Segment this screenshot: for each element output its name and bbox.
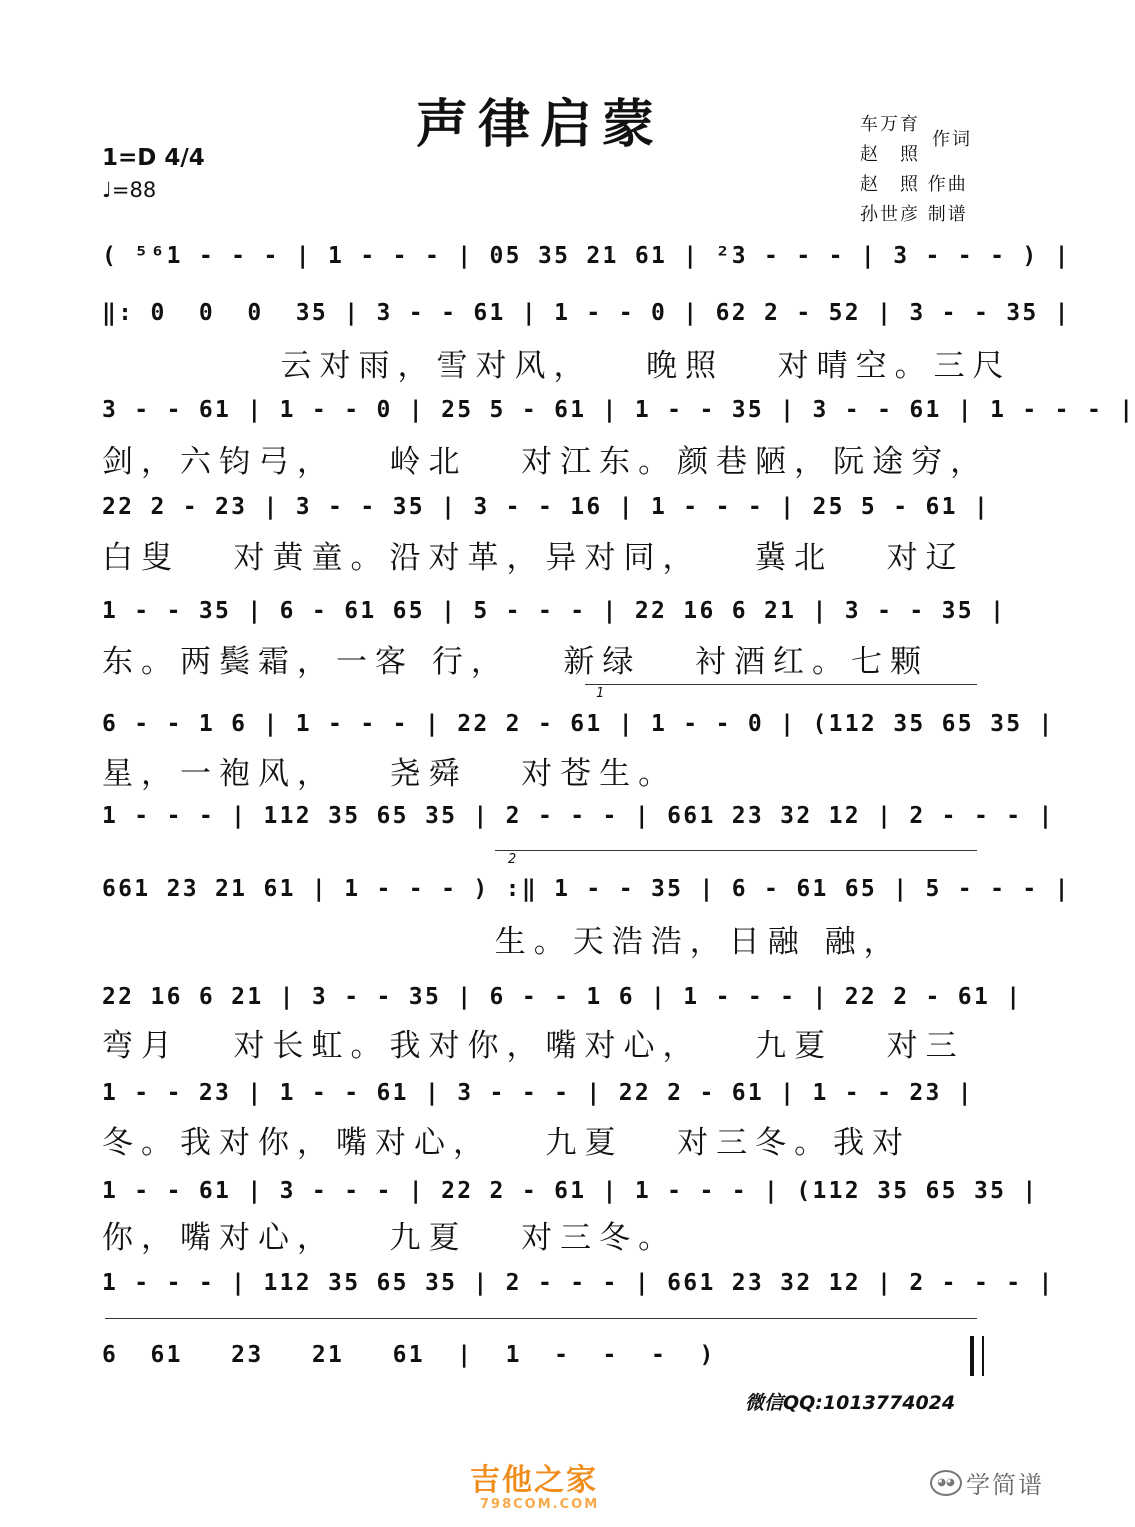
contact-info: 微信QQ:1013774024 xyxy=(745,1392,956,1414)
lyric-line-6: 星，一袍风， 尧舜 对苍生。 xyxy=(102,756,678,792)
volta-number-2: 2 xyxy=(508,852,517,867)
lyric-line-4: 白叟 对黄童。沿对革，异对同， 冀北 对辽 xyxy=(102,540,965,576)
music-line-12: 1 - - - | 112 35 65 35 | 2 - - - | 661 23 32 12 | 2 - - - | xyxy=(102,1270,1055,1296)
volta-number-1: 1 xyxy=(596,686,605,701)
watermark-url: 798COM.COM xyxy=(480,1497,600,1512)
volta-bracket-1 xyxy=(585,684,977,685)
sheet-title: 声律启蒙 xyxy=(415,94,664,155)
credit-arranger: 孙世彦 制谱 xyxy=(860,204,968,225)
music-line-6: 6 - - 1 6 | 1 - - - | 22 2 - 61 | 1 - - 0 | (112 35 65 35 | xyxy=(102,711,1055,737)
lyric-line-8: 生。天浩浩，日融 融， xyxy=(102,924,903,960)
music-line-7: 1 - - - | 112 35 65 35 | 2 - - - | 661 23 32 12 | 2 - - - | xyxy=(102,803,1055,829)
key-signature: 1=D 4/4 xyxy=(102,145,205,171)
watermark-account: 学简谱 xyxy=(966,1471,1044,1499)
wechat-icon: ◕◕ xyxy=(930,1470,962,1496)
phrase-bracket xyxy=(105,1318,977,1319)
music-line-8: 661 23 21 61 | 1 - - - ) :‖ 1 - - 35 | 6 - 61 65 | 5 - - - | xyxy=(102,876,1071,902)
lyric-line-9: 弯月 对长虹。我对你，嘴对心， 九夏 对三 xyxy=(102,1028,965,1064)
music-line-4: 22 2 - 23 | 3 - - 35 | 3 - - 16 | 1 - - - | 25 5 - 61 | xyxy=(102,494,991,520)
music-line-3: 3 - - 61 | 1 - - 0 | 25 5 - 61 | 1 - - 35 | 3 - - 61 | 1 - - - | xyxy=(102,397,1135,423)
music-line-9: 22 16 6 21 | 3 - - 35 | 6 - - 1 6 | 1 - - - | 22 2 - 61 | xyxy=(102,984,1023,1010)
music-line-13: 6 61 23 21 61 | 1 - - - ) xyxy=(102,1342,716,1368)
music-line-5: 1 - - 35 | 6 - 61 65 | 5 - - - | 22 16 6 21 | 3 - - 35 | xyxy=(102,598,1007,624)
credit-lyricist-role: 作词 xyxy=(932,129,972,150)
credit-composer: 赵 照 作曲 xyxy=(860,174,968,195)
lyric-line-10: 冬。我对你，嘴对心， 九夏 对三冬。我对 xyxy=(102,1125,912,1161)
credit-lyricist-1: 车万育 xyxy=(860,114,920,135)
lyric-line-2: 云对雨，雪对风， 晚照 对晴空。三尺 xyxy=(102,348,1012,384)
music-line-11: 1 - - 61 | 3 - - - | 22 2 - 61 | 1 - - - | (112 35 65 35 | xyxy=(102,1178,1039,1204)
credit-lyricist-2: 赵 照 作词 xyxy=(860,140,1075,170)
lyric-line-3: 剑，六钧弓， 岭北 对江东。颜巷陋，阮途穷， xyxy=(102,444,990,480)
music-line-1: ( ⁵⁶1 - - - | 1 - - - | 05 35 21 61 | ²3 - - - | 3 - - - ) | xyxy=(102,243,1071,269)
lyric-line-11: 你，嘴对心， 九夏 对三冬。 xyxy=(102,1220,678,1256)
lyric-line-5: 东。两鬓霜，一客 行， 新绿 衬酒红。七颗 xyxy=(102,644,929,680)
music-line-10: 1 - - 23 | 1 - - 61 | 3 - - - | 22 2 - 61 | 1 - - 23 | xyxy=(102,1080,974,1106)
volta-bracket-2 xyxy=(495,850,977,851)
music-line-2: ‖: 0 0 0 35 | 3 - - 61 | 1 - - 0 | 62 2 - 52 | 3 - - 35 | xyxy=(102,300,1071,326)
tempo-mark: ♩=88 xyxy=(102,178,157,202)
watermark-logo: 吉他之家 xyxy=(470,1463,598,1498)
credits xyxy=(860,110,1075,230)
final-barline xyxy=(970,1336,984,1376)
